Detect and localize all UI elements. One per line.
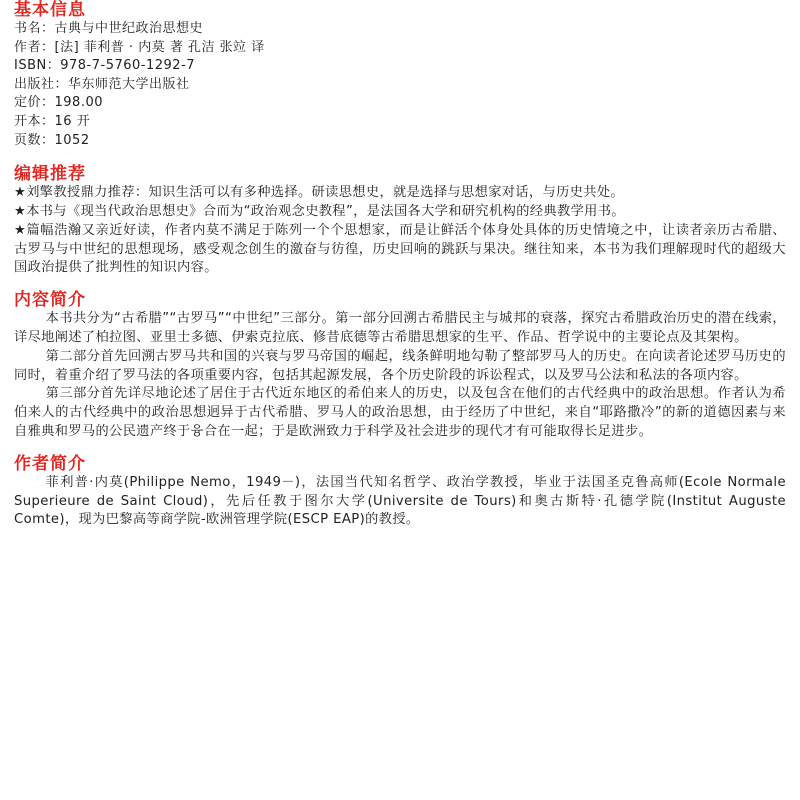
content-paragraph: 第二部分首先回溯古罗马共和国的兴衰与罗马帝国的崛起，线条鲜明地勾勒了整部罗马人的历史。在向读者论述罗马历史的同时，着重介绍了罗马法的各项重要内容，包括其起源发展，各个历史阶段的诉讼程式，以及罗马公法和私法的各项内容。 bbox=[14, 348, 786, 383]
info-value: 16 开 bbox=[54, 113, 91, 129]
info-row-author bbox=[14, 39, 786, 58]
info-row-isbn bbox=[14, 57, 786, 76]
basic-info-section bbox=[14, 0, 786, 150]
content-paragraph: 本书共分为“古希腊”“古罗马”“中世纪”三部分。第一部分回溯古希腊民主与城邦的衰落，探究古希腊政治历史的潜在线索，详尽地阐述了柏拉图、亚里士多德、伊索克拉底、修昔底德等古希腊思想家的生平、作品、哲学说中的主要论点及其架构。 bbox=[14, 311, 786, 345]
info-label: 作者： bbox=[14, 39, 55, 55]
info-value: 1052 bbox=[54, 132, 90, 148]
info-value: [法] 菲利普 · 内莫 著 孔洁 张竝 译 bbox=[54, 39, 265, 55]
info-label: 书名： bbox=[14, 21, 55, 36]
info-row-format bbox=[14, 113, 786, 132]
info-row-pages bbox=[14, 132, 786, 151]
info-value: 978-7-5760-1292-7 bbox=[60, 58, 196, 74]
info-label: 页数： bbox=[14, 132, 55, 148]
section-gap bbox=[14, 442, 786, 454]
info-label: 出版社： bbox=[14, 76, 69, 92]
info-value: 198.00 bbox=[54, 95, 104, 111]
content-intro-section bbox=[14, 290, 786, 442]
recommendation-item: ★刘擎教授鼎力推荐：知识生活可以有多种选择。研读思想史，就是选择与思想家对话，与历史共处。 bbox=[14, 185, 625, 201]
content-intro-title: 内容简介 bbox=[14, 290, 86, 311]
info-row-publisher bbox=[14, 76, 786, 95]
info-value: 古典与中世纪政治思想史 bbox=[54, 21, 204, 36]
info-value: 华东师范大学出版社 bbox=[68, 76, 190, 92]
recommendation-item: ★篇幅浩瀚又亲近好读，作者内莫不满足于陈列一个个思想家，而是让鲜活个体身处具体的历史情境之中，让读者亲历古希腊、古罗马与中世纪的思想现场，感受观念创生的激奋与彷徨，历史回响的跳跃与果决。继往知来，本书为我们理解现时代的超级大国政治提供了批判性的知识内容。 bbox=[14, 222, 786, 276]
author-intro-title: 作者简介 bbox=[14, 453, 86, 474]
info-row-price bbox=[14, 94, 786, 113]
info-label: 定价： bbox=[14, 95, 55, 111]
editor-recommendation-section bbox=[14, 164, 786, 278]
section-gap bbox=[14, 278, 786, 290]
info-label: ISBN： bbox=[14, 58, 61, 74]
info-row-title bbox=[14, 20, 786, 39]
editor-recommendation-title: 编辑推荐 bbox=[14, 164, 86, 185]
content-paragraph: 第三部分首先详尽地论述了居住于古代近东地区的希伯来人的历史，以及包含在他们的古代经典中的政治思想。作者认为希伯来人的古代经典中的政治思想迥异于古代希腊、罗马人的政治思想，由于经历了中世纪，来自“耶路撒冷”的新的道德因素与来自雅典和罗马的公民遗产终于융合在一起；于是欧洲致力于科学及社会进步的现代才有可能取得长足进步。 bbox=[14, 386, 786, 439]
author-intro-section bbox=[14, 454, 786, 530]
section-gap bbox=[14, 150, 786, 164]
recommendation-item: ★本书与《现当代政治思想史》合而为“政治观念史教程”，是法国各大学和研究机构的经典教学用书。 bbox=[14, 203, 625, 219]
info-label: 开本： bbox=[14, 113, 55, 129]
basic-info-list bbox=[14, 20, 786, 150]
basic-info-title: 基本信息 bbox=[14, 0, 86, 20]
author-paragraph: 菲利普·内莫(Philippe Nemo，1949－)，法国当代知名哲学、政治学教授，毕业于法国圣克鲁高师(Ecole Normale Superieure de Saint Cloud)，先后任教于图尔大学(Universite de Tours)和奥古斯特·孔德学院(Institut Auguste Comte)，现为巴黎高等商学院-欧洲管理学院(ESCP EAP)的教授。 bbox=[14, 474, 786, 528]
